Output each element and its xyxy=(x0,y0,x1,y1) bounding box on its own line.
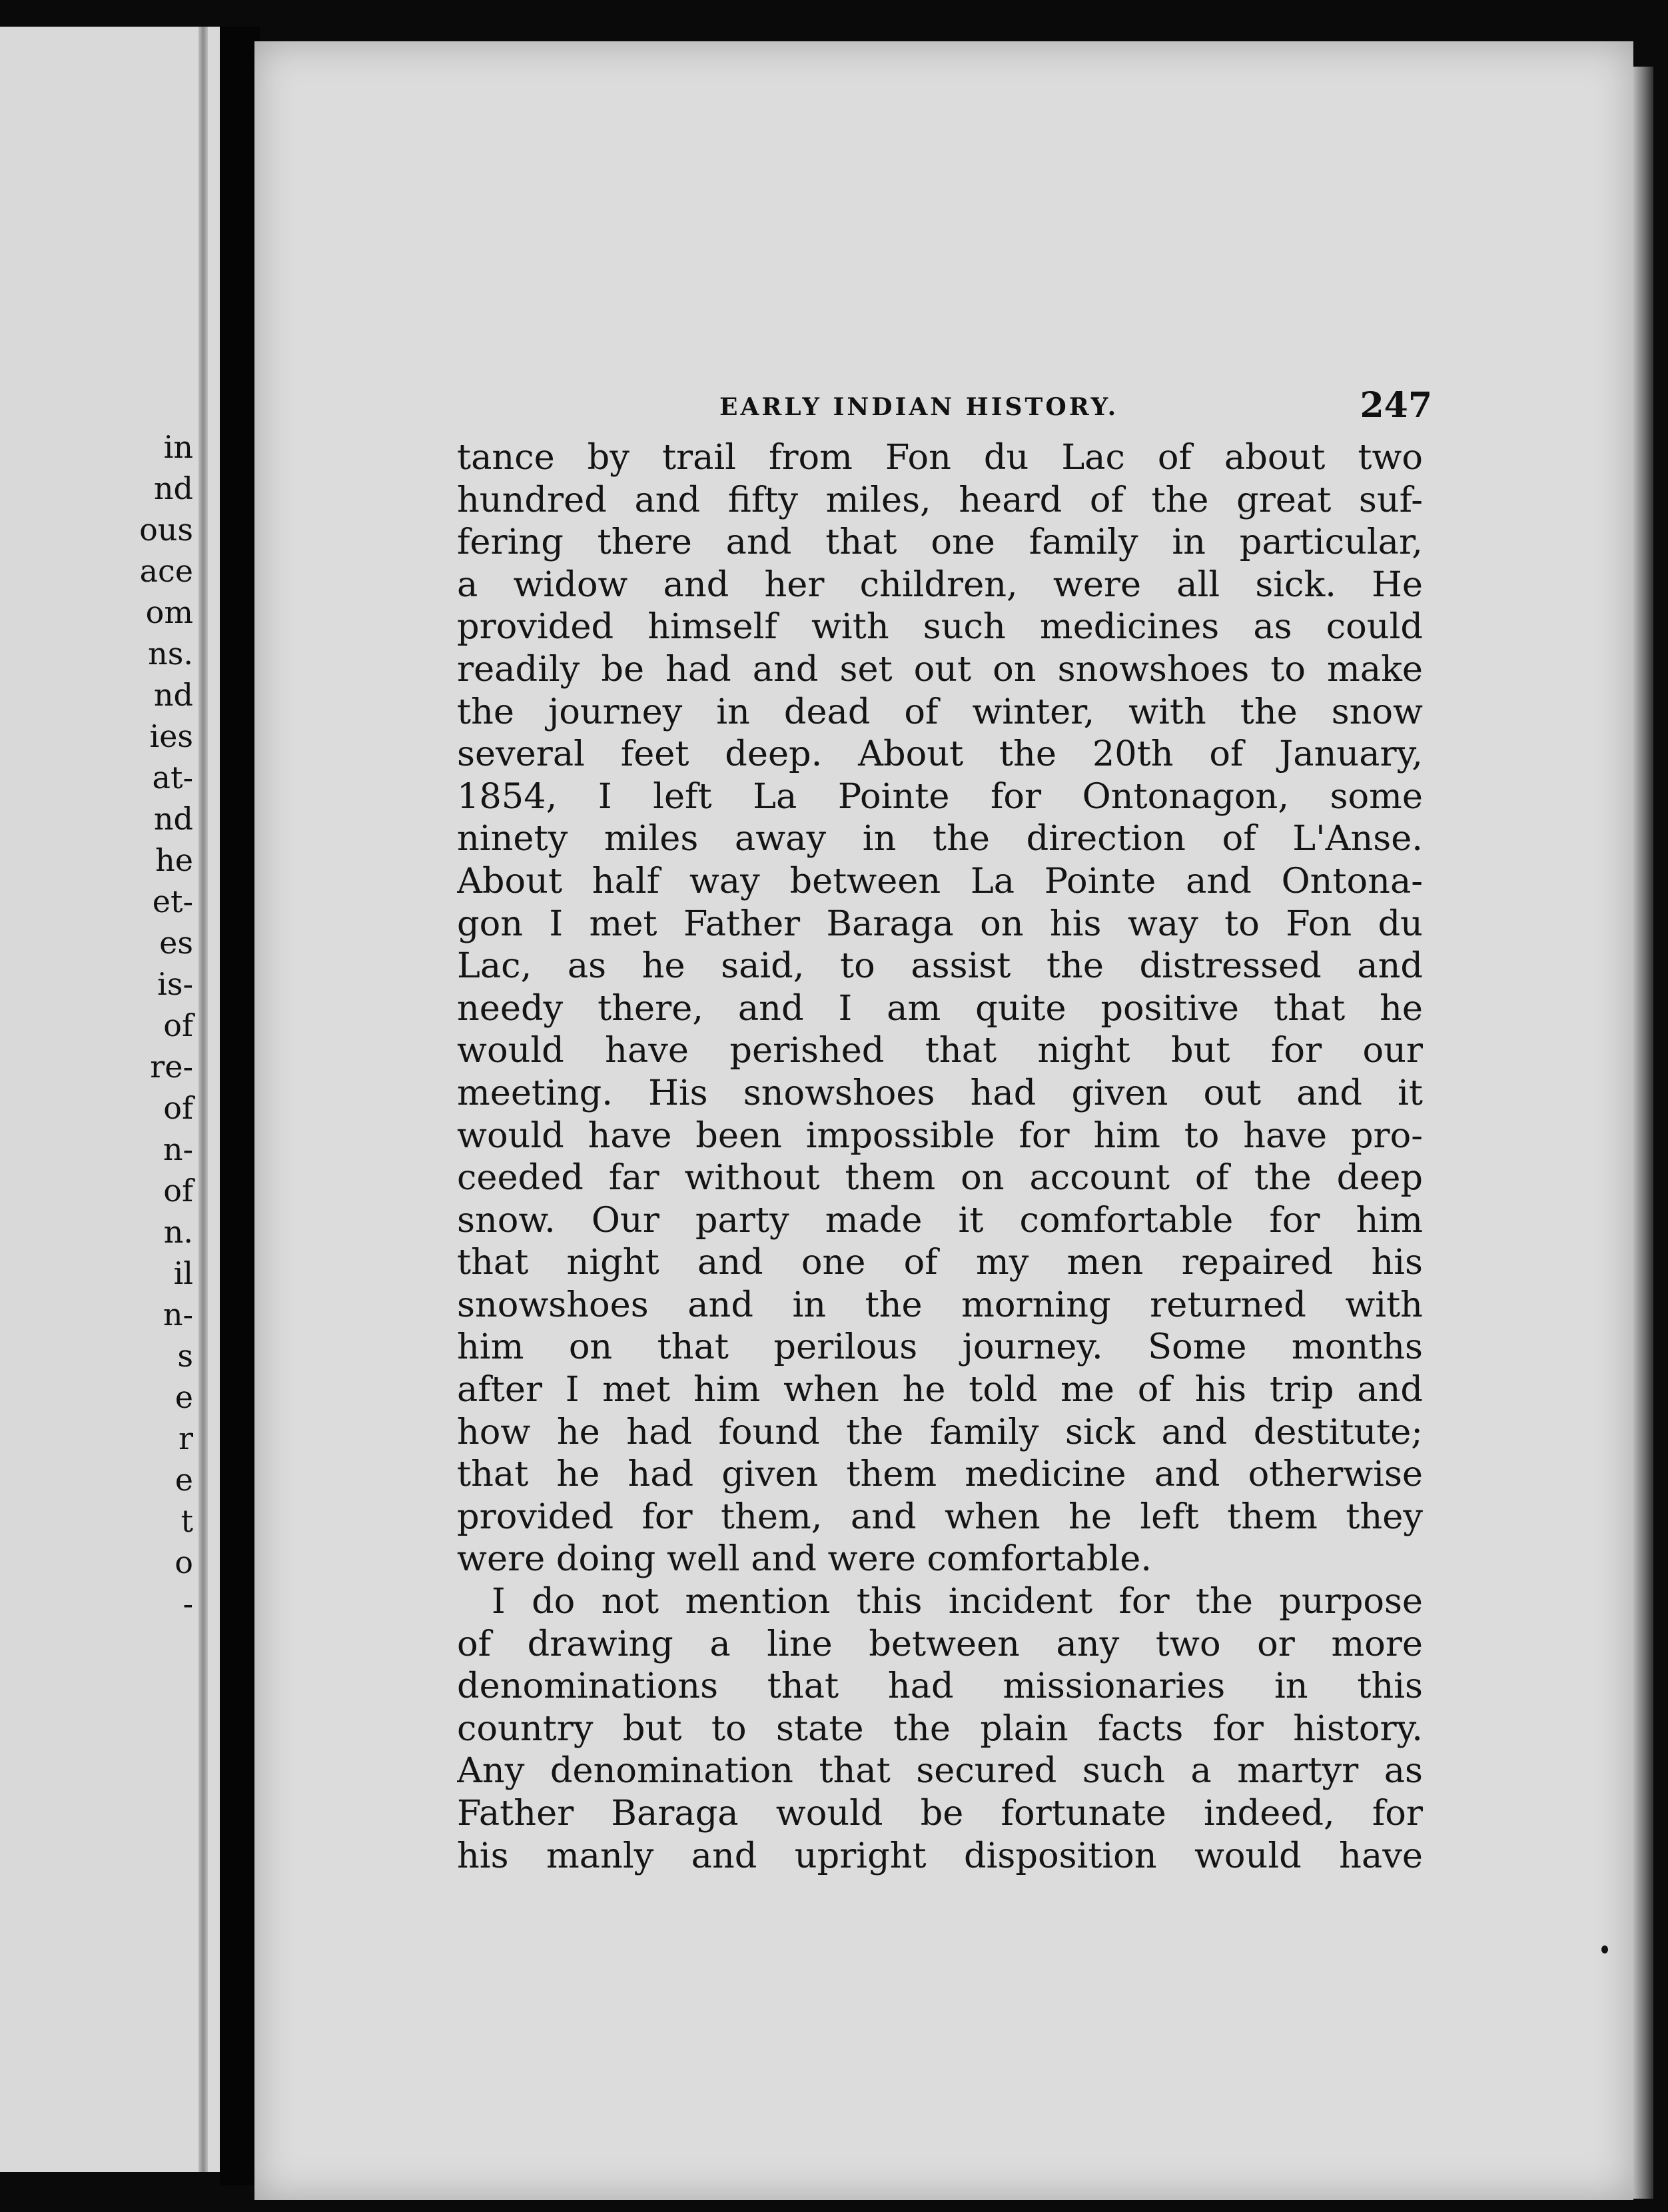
text-line: that night and one of my men repaired his xyxy=(457,1242,1423,1283)
text-line: About half way between La Pointe and Ontona- xyxy=(457,860,1423,901)
left-fragment: of xyxy=(163,1090,193,1126)
left-fragment: ous xyxy=(139,512,193,548)
left-fragment: nd xyxy=(153,677,193,713)
text-line: a widow and her children, were all sick. He xyxy=(457,564,1423,605)
left-fragment: - xyxy=(183,1586,193,1622)
text-line: hundred and fifty miles, heard of the great suf- xyxy=(457,479,1423,520)
text-line: the journey in dead of winter, with the snow xyxy=(457,691,1423,732)
left-facing-page xyxy=(0,27,220,2172)
text-line: meeting. His snowshoes had given out and it xyxy=(457,1072,1423,1113)
left-fragment: of xyxy=(163,1007,193,1043)
text-line: would have been impossible for him to have pro- xyxy=(457,1115,1423,1156)
left-fragment: n- xyxy=(163,1131,193,1167)
left-fragment: nd xyxy=(153,470,193,506)
text-line: of drawing a line between any two or more xyxy=(457,1623,1423,1664)
text-line: country but to state the plain facts for history. xyxy=(457,1708,1423,1749)
left-fragment: n. xyxy=(163,1214,193,1250)
text-line: were doing well and were comfortable. xyxy=(457,1538,1152,1580)
left-fragment: s xyxy=(177,1338,193,1374)
left-fragment: r xyxy=(179,1420,193,1456)
left-fragment: is- xyxy=(157,966,193,1002)
left-fragment: in xyxy=(163,429,193,465)
left-fragment: e xyxy=(175,1379,193,1415)
text-line: several feet deep. About the 20th of January, xyxy=(457,734,1423,775)
left-fragment: et- xyxy=(152,883,193,919)
left-fragment: he xyxy=(155,842,193,878)
text-line: that he had given them medicine and otherwise xyxy=(457,1454,1423,1495)
left-fragment: om xyxy=(145,594,193,630)
ink-speck xyxy=(1601,1945,1608,1953)
text-line: his manly and upright disposition would have xyxy=(457,1835,1423,1876)
left-fragment: es xyxy=(159,925,193,961)
running-head xyxy=(466,385,1432,432)
text-line: fering there and that one family in particular, xyxy=(457,522,1423,563)
text-line: denominations that had missionaries in this xyxy=(457,1666,1423,1707)
left-page-gutter-fringe xyxy=(199,27,208,2172)
left-fragment: ies xyxy=(149,718,193,754)
text-line: I do not mention this incident for the purpose xyxy=(492,1581,1423,1622)
text-line: snowshoes and in the morning returned with xyxy=(457,1284,1423,1325)
left-page-text-fragments xyxy=(139,426,193,1624)
body-text xyxy=(457,436,1423,1877)
text-line: tance by trail from Fon du Lac of about two xyxy=(457,437,1423,478)
left-fragment: il xyxy=(173,1255,193,1291)
left-fragment: ace xyxy=(139,553,193,589)
text-line: readily be had and set out on snowshoes to make xyxy=(457,648,1423,690)
text-line: ninety miles away in the direction of L'Anse. xyxy=(457,818,1423,859)
text-line: provided himself with such medicines as could xyxy=(457,606,1423,648)
page-edge xyxy=(1633,67,1653,2199)
text-line: would have perished that night but for our xyxy=(457,1030,1423,1071)
left-fragment: n- xyxy=(163,1297,193,1333)
text-line: ceeded far without them on account of the deep xyxy=(457,1157,1423,1199)
text-line: provided for them, and when he left them they xyxy=(457,1496,1423,1537)
left-fragment: nd xyxy=(153,801,193,837)
left-fragment: at- xyxy=(152,760,193,796)
text-line: after I met him when he told me of his trip and xyxy=(457,1369,1423,1410)
text-line: Lac, as he said, to assist the distressed and xyxy=(457,945,1423,987)
book-gutter xyxy=(220,27,260,2185)
text-line: Any denomination that secured such a martyr as xyxy=(457,1750,1423,1792)
left-fragment: re- xyxy=(150,1049,193,1085)
text-line: snow. Our party made it comfortable for him xyxy=(457,1199,1423,1241)
running-title: EARLY INDIAN HISTORY. xyxy=(719,393,1119,421)
text-line: gon I met Father Baraga on his way to Fon du xyxy=(457,903,1423,944)
text-line: how he had found the family sick and destitute; xyxy=(457,1411,1423,1452)
left-fragment: ns. xyxy=(148,636,193,672)
text-line: Father Baraga would be fortunate indeed, for xyxy=(457,1793,1423,1834)
left-fragment: t xyxy=(181,1503,193,1539)
text-line: 1854, I left La Pointe for Ontonagon, some xyxy=(457,776,1423,817)
left-fragment: o xyxy=(175,1544,193,1580)
text-line: needy there, and I am quite positive that he xyxy=(457,987,1423,1029)
page-number: 247 xyxy=(1360,385,1432,426)
left-fragment: of xyxy=(163,1173,193,1209)
left-fragment: e xyxy=(175,1462,193,1498)
text-line: him on that perilous journey. Some months xyxy=(457,1327,1423,1368)
